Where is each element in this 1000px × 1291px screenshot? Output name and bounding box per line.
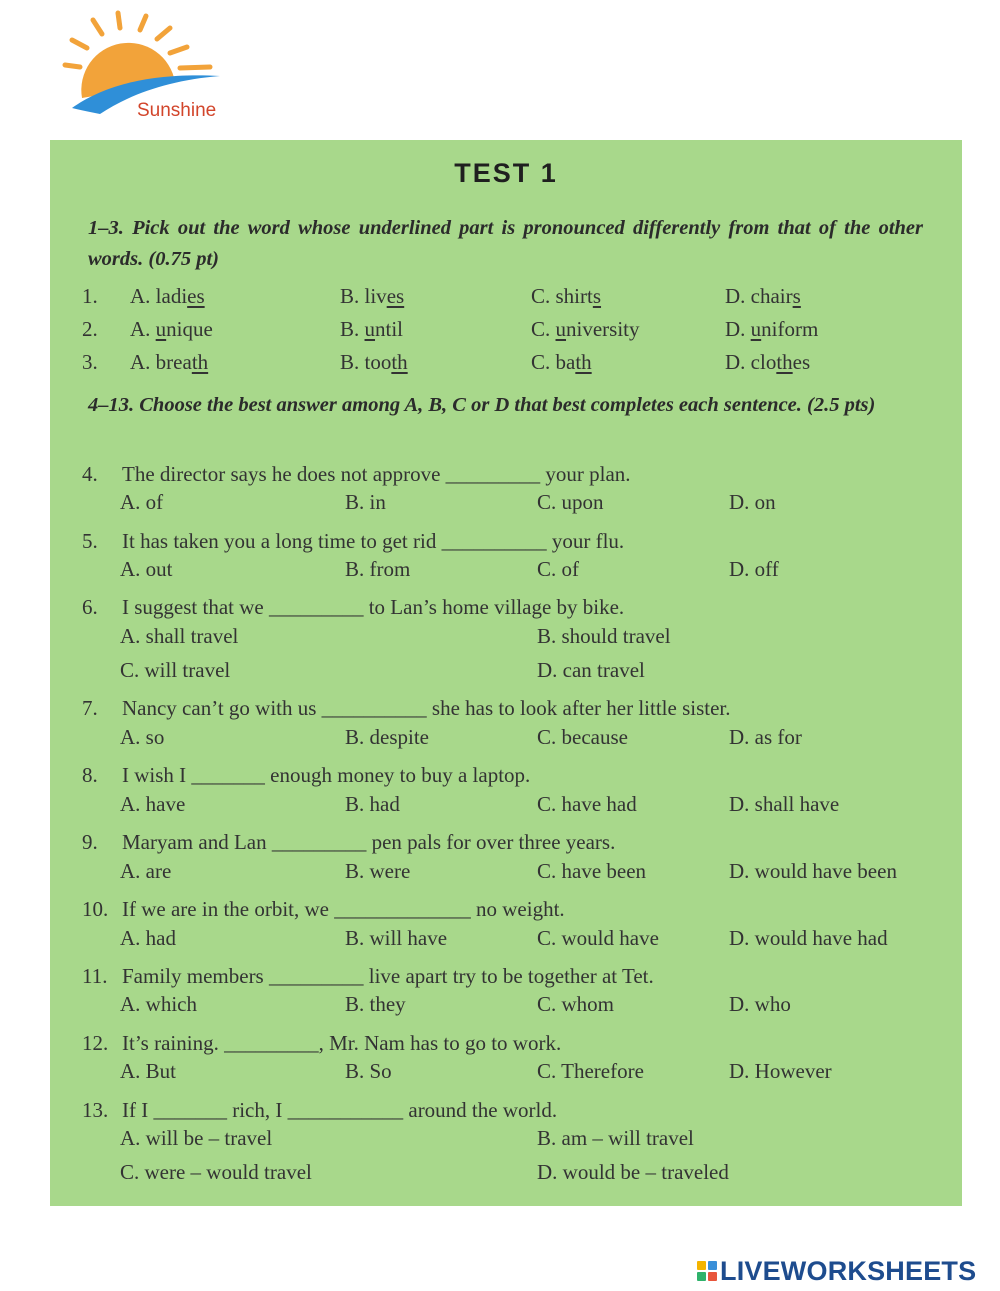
- option-d[interactable]: D. would be – traveled: [537, 1160, 729, 1184]
- question-text: The director says he does not approve _________ your plan.: [122, 462, 631, 486]
- option-c[interactable]: C. because: [537, 725, 628, 749]
- question-number: 10.: [82, 897, 109, 921]
- option-a[interactable]: A. out: [120, 557, 173, 581]
- question-number: 6.: [82, 595, 98, 619]
- option-a[interactable]: A. shall travel: [120, 624, 239, 648]
- option-c[interactable]: C. shirts: [531, 284, 602, 308]
- question-row: [50, 462, 962, 492]
- question-text: Maryam and Lan _________ pen pals for over three years.: [122, 830, 616, 854]
- question-number: 9.: [82, 830, 98, 854]
- options-row: [50, 557, 962, 587]
- options-row: [50, 490, 962, 520]
- question-number: 2.: [82, 317, 98, 341]
- option-d[interactable]: D. shall have: [729, 792, 840, 816]
- option-b[interactable]: B. lives: [340, 284, 405, 308]
- option-c[interactable]: C. upon: [537, 490, 604, 514]
- option-a[interactable]: A. which: [120, 992, 197, 1016]
- option-a[interactable]: A. ladies: [130, 284, 205, 308]
- liveworksheets-brand: [697, 1254, 976, 1288]
- question-row: [50, 763, 962, 793]
- question-row: [50, 1031, 962, 1061]
- option-d[interactable]: D. would have been: [729, 859, 897, 883]
- question-row: [50, 897, 962, 927]
- options-row: [50, 658, 962, 688]
- option-d[interactable]: D. as for: [729, 725, 802, 749]
- option-d[interactable]: D. However: [729, 1059, 832, 1083]
- option-c[interactable]: C. university: [531, 317, 640, 341]
- option-b[interactable]: B. from: [345, 557, 411, 581]
- question-number: 12.: [82, 1031, 109, 1055]
- option-b[interactable]: B. am – will travel: [537, 1126, 694, 1150]
- question-number: 8.: [82, 763, 98, 787]
- question-text: It has taken you a long time to get rid __________ your flu.: [122, 529, 625, 553]
- question-row: [50, 964, 962, 994]
- option-d[interactable]: D. can travel: [537, 658, 645, 682]
- worksheet: [50, 140, 962, 1206]
- question-text: If I _______ rich, I ___________ around the world.: [122, 1098, 558, 1122]
- test-title: TEST 1: [454, 158, 558, 188]
- question-text: Nancy can’t go with us __________ she has to look after her little sister.: [122, 696, 731, 720]
- option-b[interactable]: B. will have: [345, 926, 448, 950]
- option-b[interactable]: B. in: [345, 490, 386, 514]
- question-number: 3.: [82, 350, 98, 374]
- question-number: 4.: [82, 462, 98, 486]
- question-text: I wish I _______ enough money to buy a laptop.: [122, 763, 531, 787]
- options-row: [50, 1059, 962, 1089]
- question-number: 11.: [82, 964, 108, 988]
- option-d[interactable]: D. uniform: [725, 317, 819, 341]
- liveworksheets-text: LIVEWORKSHEETS: [720, 1255, 977, 1286]
- option-c[interactable]: C. have had: [537, 792, 637, 816]
- question-text: Family members _________ live apart try to be together at Tet.: [122, 964, 654, 988]
- options-row: [50, 926, 962, 956]
- option-b[interactable]: B. tooth: [340, 350, 408, 374]
- question-row: [50, 830, 962, 860]
- section1-instruction: 1–3. Pick out the word whose underlined part is pronounced differently from that of the other words. (0.75 pt): [88, 217, 923, 270]
- option-c[interactable]: C. have been: [537, 859, 647, 883]
- question-row: [50, 696, 962, 726]
- question-number: 5.: [82, 529, 98, 553]
- options-row: [50, 725, 962, 755]
- options-row: [50, 992, 962, 1022]
- option-c[interactable]: C. of: [537, 557, 579, 581]
- option-a[interactable]: A. breath: [130, 350, 209, 374]
- option-b[interactable]: B. were: [345, 859, 411, 883]
- question-text: If we are in the orbit, we _____________ no weight.: [122, 897, 565, 921]
- option-c[interactable]: C. would have: [537, 926, 659, 950]
- option-a[interactable]: A. unique: [130, 317, 213, 341]
- option-d[interactable]: D. who: [729, 992, 791, 1016]
- pronunciation-row: [50, 350, 962, 380]
- option-a[interactable]: A. had: [120, 926, 176, 950]
- option-c[interactable]: C. will travel: [120, 658, 231, 682]
- option-d[interactable]: D. chairs: [725, 284, 801, 308]
- options-row: [50, 624, 962, 654]
- question-text: It’s raining. _________, Mr. Nam has to go to work.: [122, 1031, 562, 1055]
- option-a[interactable]: A. are: [120, 859, 172, 883]
- option-c[interactable]: C. bath: [531, 350, 592, 374]
- option-b[interactable]: B. should travel: [537, 624, 671, 648]
- option-b[interactable]: B. until: [340, 317, 404, 341]
- question-number: 7.: [82, 696, 98, 720]
- options-row: [50, 792, 962, 822]
- option-d[interactable]: D. on: [729, 490, 776, 514]
- pronunciation-row: [50, 317, 962, 347]
- question-row: [50, 1098, 962, 1128]
- question-number: 13.: [82, 1098, 109, 1122]
- options-row: [50, 1160, 962, 1190]
- option-c[interactable]: C. whom: [537, 992, 615, 1016]
- options-row: [50, 1126, 962, 1156]
- option-a[interactable]: A. But: [120, 1059, 177, 1083]
- option-d[interactable]: D. would have had: [729, 926, 888, 950]
- question-row: [50, 595, 962, 625]
- option-b[interactable]: B. despite: [345, 725, 429, 749]
- liveworksheets-logo-icon: [697, 1261, 717, 1281]
- question-row: [50, 529, 962, 559]
- option-a[interactable]: A. so: [120, 725, 165, 749]
- option-b[interactable]: B. So: [345, 1059, 392, 1083]
- option-c[interactable]: C. were – would travel: [120, 1160, 312, 1184]
- question-text: I suggest that we _________ to Lan’s home village by bike.: [122, 595, 625, 619]
- options-row: [50, 859, 962, 889]
- option-b[interactable]: B. they: [345, 992, 406, 1016]
- option-c[interactable]: C. Therefore: [537, 1059, 644, 1083]
- option-d[interactable]: D. clothes: [725, 350, 811, 374]
- option-a[interactable]: A. will be – travel: [120, 1126, 273, 1150]
- section2-instruction: 4–13. Choose the best answer among A, B, C or D that best completes each sentence. (2.5 pts): [88, 394, 876, 416]
- pronunciation-row: [50, 284, 962, 314]
- question-number: 1.: [82, 284, 98, 308]
- option-b[interactable]: B. had: [345, 792, 400, 816]
- option-d[interactable]: D. off: [729, 557, 779, 581]
- logo-text: Sunshine: [137, 100, 217, 121]
- option-a[interactable]: A. of: [120, 490, 164, 514]
- option-a[interactable]: A. have: [120, 792, 186, 816]
